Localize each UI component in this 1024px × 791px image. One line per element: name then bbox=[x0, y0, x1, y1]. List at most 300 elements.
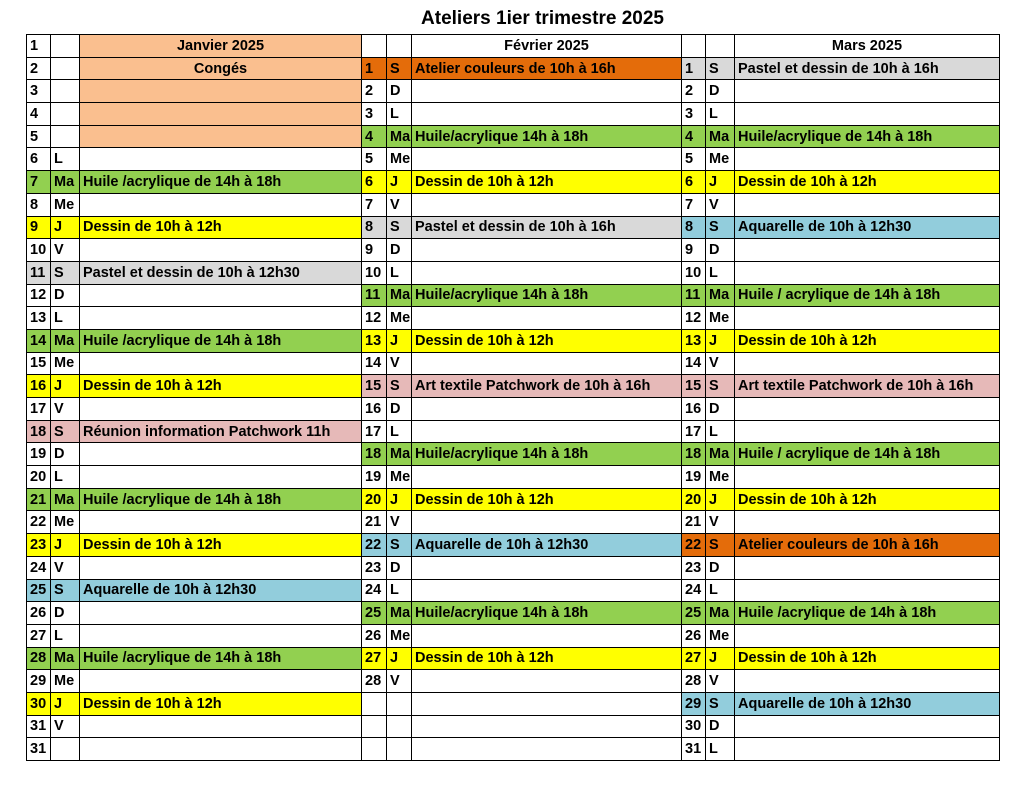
mar-activity-cell: Art textile Patchwork de 10h à 16h bbox=[735, 375, 1000, 398]
feb-activity-cell bbox=[412, 692, 682, 715]
mar-day-num-cell: 5 bbox=[682, 148, 706, 171]
jan-weekday-cell: V bbox=[51, 715, 80, 738]
row-number: 1 bbox=[27, 35, 51, 58]
jan-day-num-cell: 2 bbox=[27, 57, 51, 80]
jan-activity-cell: Huile /acrylique de 14h à 18h bbox=[80, 647, 362, 670]
jan-activity-cell bbox=[80, 125, 362, 148]
mar-day-num-cell: 27 bbox=[682, 647, 706, 670]
feb-weekday-cell: L bbox=[387, 261, 412, 284]
jan-day-num-cell: 6 bbox=[27, 148, 51, 171]
mar-activity-cell bbox=[735, 715, 1000, 738]
jan-day-num-cell: 13 bbox=[27, 307, 51, 330]
jan-day-num-cell: 4 bbox=[27, 103, 51, 126]
mar-weekday-cell: Me bbox=[706, 148, 735, 171]
jan-weekday-cell: S bbox=[51, 420, 80, 443]
feb-weekday-cell bbox=[387, 738, 412, 761]
feb-activity-cell bbox=[412, 398, 682, 421]
mar-day-num-cell: 18 bbox=[682, 443, 706, 466]
mar-activity-cell bbox=[735, 466, 1000, 489]
feb-day-num-cell: 28 bbox=[362, 670, 387, 693]
feb-activity-cell: Dessin de 10h à 12h bbox=[412, 329, 682, 352]
mar-weekday-cell: J bbox=[706, 329, 735, 352]
feb-weekday-cell: V bbox=[387, 352, 412, 375]
table-row bbox=[27, 670, 1000, 693]
feb-activity-cell bbox=[412, 148, 682, 171]
feb-day-num-cell: 15 bbox=[362, 375, 387, 398]
table-row bbox=[27, 466, 1000, 489]
jan-day-num-cell: 25 bbox=[27, 579, 51, 602]
feb-weekday-cell: S bbox=[387, 57, 412, 80]
table-row bbox=[27, 57, 1000, 80]
jan-day-num-cell: 26 bbox=[27, 602, 51, 625]
mar-day-num-cell: 19 bbox=[682, 466, 706, 489]
mar-activity-cell bbox=[735, 556, 1000, 579]
mar-weekday-cell: L bbox=[706, 261, 735, 284]
mar-day-num-cell: 8 bbox=[682, 216, 706, 239]
jan-weekday-cell: Me bbox=[51, 352, 80, 375]
mar-weekday-cell: L bbox=[706, 579, 735, 602]
mar-weekday-cell: J bbox=[706, 647, 735, 670]
table-row bbox=[27, 398, 1000, 421]
mar-weekday-cell: S bbox=[706, 692, 735, 715]
jan-day-num-cell: 8 bbox=[27, 193, 51, 216]
mar-day-num-cell: 30 bbox=[682, 715, 706, 738]
jan-weekday-cell bbox=[51, 738, 80, 761]
mar-day-num-cell: 14 bbox=[682, 352, 706, 375]
table-row bbox=[27, 443, 1000, 466]
jan-day-num-cell: 10 bbox=[27, 239, 51, 262]
jan-activity-cell: Huile /acrylique de 14h à 18h bbox=[80, 329, 362, 352]
jan-day-num-cell: 16 bbox=[27, 375, 51, 398]
mar-day-num-cell: 10 bbox=[682, 261, 706, 284]
mar-weekday-cell: S bbox=[706, 57, 735, 80]
mar-day-num-cell: 7 bbox=[682, 193, 706, 216]
table-row bbox=[27, 738, 1000, 761]
jan-activity-cell bbox=[80, 307, 362, 330]
feb-weekday-cell: D bbox=[387, 556, 412, 579]
jan-day-num-cell: 23 bbox=[27, 534, 51, 557]
mar-activity-cell bbox=[735, 738, 1000, 761]
feb-activity-cell: Huile/acrylique 14h à 18h bbox=[412, 125, 682, 148]
jan-weekday-cell: Me bbox=[51, 193, 80, 216]
feb-weekday-cell: S bbox=[387, 534, 412, 557]
feb-day-num-cell: 8 bbox=[362, 216, 387, 239]
jan-weekday-cell: D bbox=[51, 443, 80, 466]
mar-activity-cell: Pastel et dessin de 10h à 16h bbox=[735, 57, 1000, 80]
mar-activity-cell bbox=[735, 420, 1000, 443]
feb-day-num-cell bbox=[362, 715, 387, 738]
feb-day-num-cell: 5 bbox=[362, 148, 387, 171]
mar-weekday-cell: L bbox=[706, 738, 735, 761]
jan-activity-cell bbox=[80, 80, 362, 103]
jan-activity-cell: Huile /acrylique de 14h à 18h bbox=[80, 488, 362, 511]
mar-activity-cell: Huile / acrylique de 14h à 18h bbox=[735, 443, 1000, 466]
mar-activity-cell bbox=[735, 239, 1000, 262]
feb-day-num-cell: 25 bbox=[362, 602, 387, 625]
mar-activity-cell bbox=[735, 261, 1000, 284]
feb-day-num-cell: 1 bbox=[362, 57, 387, 80]
jan-activity-cell bbox=[80, 103, 362, 126]
month-header-march: Mars 2025 bbox=[735, 35, 1000, 58]
jan-activity-cell: Dessin de 10h à 12h bbox=[80, 375, 362, 398]
: Janvier 2025 bbox=[80, 35, 362, 58]
table-row bbox=[27, 125, 1000, 148]
feb-activity-cell bbox=[412, 420, 682, 443]
mar-weekday-cell: Ma bbox=[706, 602, 735, 625]
feb-day-num-cell: 11 bbox=[362, 284, 387, 307]
table-row bbox=[27, 284, 1000, 307]
mar-weekday-cell: L bbox=[706, 103, 735, 126]
feb-activity-cell bbox=[412, 715, 682, 738]
jan-activity-cell bbox=[80, 352, 362, 375]
jan-weekday-cell bbox=[51, 57, 80, 80]
jan-weekday-cell: Ma bbox=[51, 171, 80, 194]
table-row bbox=[27, 715, 1000, 738]
jan-day-num-cell: 30 bbox=[27, 692, 51, 715]
mar-day-num-cell bbox=[682, 35, 706, 58]
feb-activity-cell bbox=[412, 352, 682, 375]
jan-activity-cell bbox=[80, 398, 362, 421]
feb-weekday-cell: Ma bbox=[387, 443, 412, 466]
mar-day-num-cell: 13 bbox=[682, 329, 706, 352]
mar-activity-cell bbox=[735, 624, 1000, 647]
feb-day-num-cell: 18 bbox=[362, 443, 387, 466]
feb-activity-cell bbox=[412, 466, 682, 489]
mar-day-num-cell: 12 bbox=[682, 307, 706, 330]
mar-day-num-cell: 9 bbox=[682, 239, 706, 262]
feb-day-num-cell: 10 bbox=[362, 261, 387, 284]
feb-weekday-cell: D bbox=[387, 398, 412, 421]
mar-activity-cell: Huile / acrylique de 14h à 18h bbox=[735, 284, 1000, 307]
feb-weekday-cell: V bbox=[387, 193, 412, 216]
feb-day-num-cell: 24 bbox=[362, 579, 387, 602]
jan-weekday-cell: D bbox=[51, 284, 80, 307]
feb-activity-cell bbox=[412, 307, 682, 330]
mar-activity-cell bbox=[735, 103, 1000, 126]
jan-weekday-cell: Ma bbox=[51, 647, 80, 670]
feb-day-num-cell: 19 bbox=[362, 466, 387, 489]
jan-activity-cell: Réunion information Patchwork 11h bbox=[80, 420, 362, 443]
feb-activity-cell: Atelier couleurs de 10h à 16h bbox=[412, 57, 682, 80]
feb-day-num-cell: 4 bbox=[362, 125, 387, 148]
mar-day-num-cell: 3 bbox=[682, 103, 706, 126]
jan-weekday-cell: V bbox=[51, 239, 80, 262]
mar-activity-cell bbox=[735, 80, 1000, 103]
jan-day-num-cell: 18 bbox=[27, 420, 51, 443]
feb-activity-cell bbox=[412, 556, 682, 579]
mar-weekday-cell: D bbox=[706, 80, 735, 103]
jan-weekday-cell: V bbox=[51, 556, 80, 579]
jan-weekday-cell: D bbox=[51, 602, 80, 625]
jan-weekday-cell: J bbox=[51, 375, 80, 398]
table-row bbox=[27, 511, 1000, 534]
jan-day-num-cell: 28 bbox=[27, 647, 51, 670]
jan-weekday-cell: L bbox=[51, 148, 80, 171]
jan-day-num-cell: 29 bbox=[27, 670, 51, 693]
feb-activity-cell bbox=[412, 103, 682, 126]
jan-activity-cell bbox=[80, 193, 362, 216]
jan-weekday-cell bbox=[51, 125, 80, 148]
mar-activity-cell bbox=[735, 352, 1000, 375]
jan-activity-cell bbox=[80, 624, 362, 647]
jan-day-num-cell: 24 bbox=[27, 556, 51, 579]
jan-weekday-cell: S bbox=[51, 579, 80, 602]
mar-weekday-cell: Me bbox=[706, 466, 735, 489]
jan-day-num-cell: 15 bbox=[27, 352, 51, 375]
table-row bbox=[27, 103, 1000, 126]
month-header-february: Février 2025 bbox=[412, 35, 682, 58]
jan-day-num-cell: 19 bbox=[27, 443, 51, 466]
jan-day-num-cell: 12 bbox=[27, 284, 51, 307]
jan-activity-cell: Congés bbox=[80, 57, 362, 80]
table-row bbox=[27, 80, 1000, 103]
table-row bbox=[27, 307, 1000, 330]
jan-activity-cell bbox=[80, 148, 362, 171]
mar-weekday-cell: V bbox=[706, 511, 735, 534]
table-row bbox=[27, 420, 1000, 443]
jan-weekday-cell: Me bbox=[51, 511, 80, 534]
mar-day-num-cell: 16 bbox=[682, 398, 706, 421]
mar-weekday-cell: V bbox=[706, 352, 735, 375]
mar-activity-cell bbox=[735, 193, 1000, 216]
jan-activity-cell: Huile /acrylique de 14h à 18h bbox=[80, 171, 362, 194]
jan-day-num-cell: 9 bbox=[27, 216, 51, 239]
jan-day-num-cell: 3 bbox=[27, 80, 51, 103]
jan-weekday-cell bbox=[51, 35, 80, 58]
feb-weekday-cell: Ma bbox=[387, 125, 412, 148]
table-row bbox=[27, 488, 1000, 511]
mar-activity-cell: Dessin de 10h à 12h bbox=[735, 329, 1000, 352]
mar-activity-cell bbox=[735, 579, 1000, 602]
feb-weekday-cell: Ma bbox=[387, 602, 412, 625]
mar-weekday-cell: D bbox=[706, 239, 735, 262]
jan-activity-cell bbox=[80, 443, 362, 466]
feb-day-num-cell: 22 bbox=[362, 534, 387, 557]
jan-activity-cell bbox=[80, 738, 362, 761]
feb-day-num-cell: 9 bbox=[362, 239, 387, 262]
mar-activity-cell bbox=[735, 398, 1000, 421]
jan-day-num-cell: 11 bbox=[27, 261, 51, 284]
jan-weekday-cell: Me bbox=[51, 670, 80, 693]
mar-weekday-cell: D bbox=[706, 398, 735, 421]
jan-day-num-cell: 22 bbox=[27, 511, 51, 534]
jan-day-num-cell: 20 bbox=[27, 466, 51, 489]
feb-activity-cell bbox=[412, 738, 682, 761]
feb-day-num-cell: 13 bbox=[362, 329, 387, 352]
jan-day-num-cell: 17 bbox=[27, 398, 51, 421]
feb-weekday-cell: S bbox=[387, 216, 412, 239]
feb-day-num-cell: 3 bbox=[362, 103, 387, 126]
feb-day-num-cell: 17 bbox=[362, 420, 387, 443]
feb-day-num-cell: 12 bbox=[362, 307, 387, 330]
jan-weekday-cell: Ma bbox=[51, 329, 80, 352]
mar-activity-cell: Aquarelle de 10h à 12h30 bbox=[735, 216, 1000, 239]
feb-activity-cell bbox=[412, 624, 682, 647]
feb-weekday-cell: Me bbox=[387, 624, 412, 647]
feb-activity-cell: Huile/acrylique 14h à 18h bbox=[412, 284, 682, 307]
feb-day-num-cell: 7 bbox=[362, 193, 387, 216]
jan-day-num-cell: 5 bbox=[27, 125, 51, 148]
feb-activity-cell bbox=[412, 511, 682, 534]
mar-day-num-cell: 26 bbox=[682, 624, 706, 647]
jan-day-num-cell: 21 bbox=[27, 488, 51, 511]
table-row bbox=[27, 239, 1000, 262]
feb-weekday-cell: J bbox=[387, 329, 412, 352]
mar-activity-cell bbox=[735, 670, 1000, 693]
feb-weekday-cell bbox=[387, 715, 412, 738]
jan-activity-cell bbox=[80, 602, 362, 625]
table-row bbox=[27, 692, 1000, 715]
mar-activity-cell bbox=[735, 511, 1000, 534]
feb-activity-cell: Aquarelle de 10h à 12h30 bbox=[412, 534, 682, 557]
mar-day-num-cell: 28 bbox=[682, 670, 706, 693]
jan-activity-cell: Pastel et dessin de 10h à 12h30 bbox=[80, 261, 362, 284]
feb-weekday-cell: Me bbox=[387, 466, 412, 489]
mar-activity-cell: Dessin de 10h à 12h bbox=[735, 488, 1000, 511]
mar-weekday-cell: S bbox=[706, 216, 735, 239]
mar-day-num-cell: 4 bbox=[682, 125, 706, 148]
table-row bbox=[27, 534, 1000, 557]
feb-weekday-cell: V bbox=[387, 670, 412, 693]
feb-weekday-cell: V bbox=[387, 511, 412, 534]
jan-activity-cell bbox=[80, 670, 362, 693]
mar-weekday-cell: J bbox=[706, 171, 735, 194]
mar-weekday-cell: S bbox=[706, 534, 735, 557]
table-row bbox=[27, 352, 1000, 375]
feb-weekday-cell: J bbox=[387, 647, 412, 670]
feb-weekday-cell bbox=[387, 692, 412, 715]
jan-weekday-cell bbox=[51, 80, 80, 103]
feb-day-num-cell: 16 bbox=[362, 398, 387, 421]
feb-day-num-cell: 26 bbox=[362, 624, 387, 647]
jan-weekday-cell: J bbox=[51, 692, 80, 715]
schedule-table bbox=[26, 34, 1000, 761]
feb-activity-cell bbox=[412, 193, 682, 216]
mar-day-num-cell: 17 bbox=[682, 420, 706, 443]
mar-activity-cell: Dessin de 10h à 12h bbox=[735, 171, 1000, 194]
mar-day-num-cell: 6 bbox=[682, 171, 706, 194]
feb-activity-cell: Art textile Patchwork de 10h à 16h bbox=[412, 375, 682, 398]
feb-day-num-cell: 6 bbox=[362, 171, 387, 194]
feb-weekday-cell: Me bbox=[387, 148, 412, 171]
mar-day-num-cell: 20 bbox=[682, 488, 706, 511]
mar-weekday-cell: Me bbox=[706, 307, 735, 330]
mar-day-num-cell: 21 bbox=[682, 511, 706, 534]
jan-activity-cell bbox=[80, 466, 362, 489]
mar-day-num-cell: 1 bbox=[682, 57, 706, 80]
feb-weekday-cell: Ma bbox=[387, 284, 412, 307]
table-row bbox=[27, 375, 1000, 398]
feb-activity-cell: Huile/acrylique 14h à 18h bbox=[412, 443, 682, 466]
feb-activity-cell bbox=[412, 239, 682, 262]
jan-activity-cell bbox=[80, 715, 362, 738]
feb-activity-cell: Dessin de 10h à 12h bbox=[412, 488, 682, 511]
mar-weekday-cell: Ma bbox=[706, 284, 735, 307]
mar-activity-cell bbox=[735, 148, 1000, 171]
feb-weekday-cell: L bbox=[387, 420, 412, 443]
jan-day-num-cell: 27 bbox=[27, 624, 51, 647]
table-row bbox=[27, 171, 1000, 194]
table-row bbox=[27, 579, 1000, 602]
mar-activity-cell: Huile /acrylique de 14h à 18h bbox=[735, 602, 1000, 625]
jan-day-num-cell: 7 bbox=[27, 171, 51, 194]
feb-activity-cell bbox=[412, 261, 682, 284]
mar-weekday-cell bbox=[706, 35, 735, 58]
table-row bbox=[27, 148, 1000, 171]
table-row bbox=[27, 261, 1000, 284]
jan-weekday-cell: L bbox=[51, 624, 80, 647]
feb-activity-cell: Dessin de 10h à 12h bbox=[412, 647, 682, 670]
mar-day-num-cell: 11 bbox=[682, 284, 706, 307]
mar-activity-cell: Aquarelle de 10h à 12h30 bbox=[735, 692, 1000, 715]
page-title: Ateliers 1ier trimestre 2025 bbox=[421, 8, 664, 29]
mar-day-num-cell: 24 bbox=[682, 579, 706, 602]
feb-day-num-cell: 27 bbox=[362, 647, 387, 670]
jan-weekday-cell: J bbox=[51, 216, 80, 239]
feb-weekday-cell: J bbox=[387, 488, 412, 511]
feb-day-num-cell: 2 bbox=[362, 80, 387, 103]
feb-day-num-cell bbox=[362, 738, 387, 761]
mar-day-num-cell: 31 bbox=[682, 738, 706, 761]
mar-weekday-cell: S bbox=[706, 375, 735, 398]
table-row bbox=[27, 624, 1000, 647]
jan-activity-cell: Dessin de 10h à 12h bbox=[80, 692, 362, 715]
feb-activity-cell: Pastel et dessin de 10h à 16h bbox=[412, 216, 682, 239]
jan-activity-cell: Dessin de 10h à 12h bbox=[80, 216, 362, 239]
table-row bbox=[27, 329, 1000, 352]
feb-activity-cell bbox=[412, 80, 682, 103]
mar-activity-cell: Huile/acrylique de 14h à 18h bbox=[735, 125, 1000, 148]
mar-weekday-cell: L bbox=[706, 420, 735, 443]
jan-activity-cell bbox=[80, 239, 362, 262]
mar-weekday-cell: Ma bbox=[706, 125, 735, 148]
jan-weekday-cell: S bbox=[51, 261, 80, 284]
mar-day-num-cell: 23 bbox=[682, 556, 706, 579]
jan-weekday-cell: V bbox=[51, 398, 80, 421]
mar-activity-cell bbox=[735, 307, 1000, 330]
feb-day-num-cell: 14 bbox=[362, 352, 387, 375]
jan-activity-cell bbox=[80, 511, 362, 534]
mar-weekday-cell: D bbox=[706, 556, 735, 579]
feb-activity-cell: Huile/acrylique 14h à 18h bbox=[412, 602, 682, 625]
mar-weekday-cell: Ma bbox=[706, 443, 735, 466]
mar-day-num-cell: 29 bbox=[682, 692, 706, 715]
feb-weekday-cell: D bbox=[387, 80, 412, 103]
jan-activity-cell: Aquarelle de 10h à 12h30 bbox=[80, 579, 362, 602]
feb-day-num-cell bbox=[362, 35, 387, 58]
jan-activity-cell bbox=[80, 556, 362, 579]
feb-day-num-cell bbox=[362, 692, 387, 715]
mar-weekday-cell: V bbox=[706, 193, 735, 216]
jan-weekday-cell: L bbox=[51, 466, 80, 489]
feb-activity-cell: Dessin de 10h à 12h bbox=[412, 171, 682, 194]
mar-weekday-cell: Me bbox=[706, 624, 735, 647]
feb-day-num-cell: 23 bbox=[362, 556, 387, 579]
table-row bbox=[27, 647, 1000, 670]
jan-weekday-cell: J bbox=[51, 534, 80, 557]
table-row bbox=[27, 602, 1000, 625]
header-row bbox=[27, 35, 1000, 58]
table-row bbox=[27, 216, 1000, 239]
table-row bbox=[27, 556, 1000, 579]
feb-day-num-cell: 21 bbox=[362, 511, 387, 534]
mar-day-num-cell: 15 bbox=[682, 375, 706, 398]
feb-activity-cell bbox=[412, 670, 682, 693]
mar-day-num-cell: 22 bbox=[682, 534, 706, 557]
feb-weekday-cell bbox=[387, 35, 412, 58]
mar-activity-cell: Dessin de 10h à 12h bbox=[735, 647, 1000, 670]
jan-weekday-cell: L bbox=[51, 307, 80, 330]
